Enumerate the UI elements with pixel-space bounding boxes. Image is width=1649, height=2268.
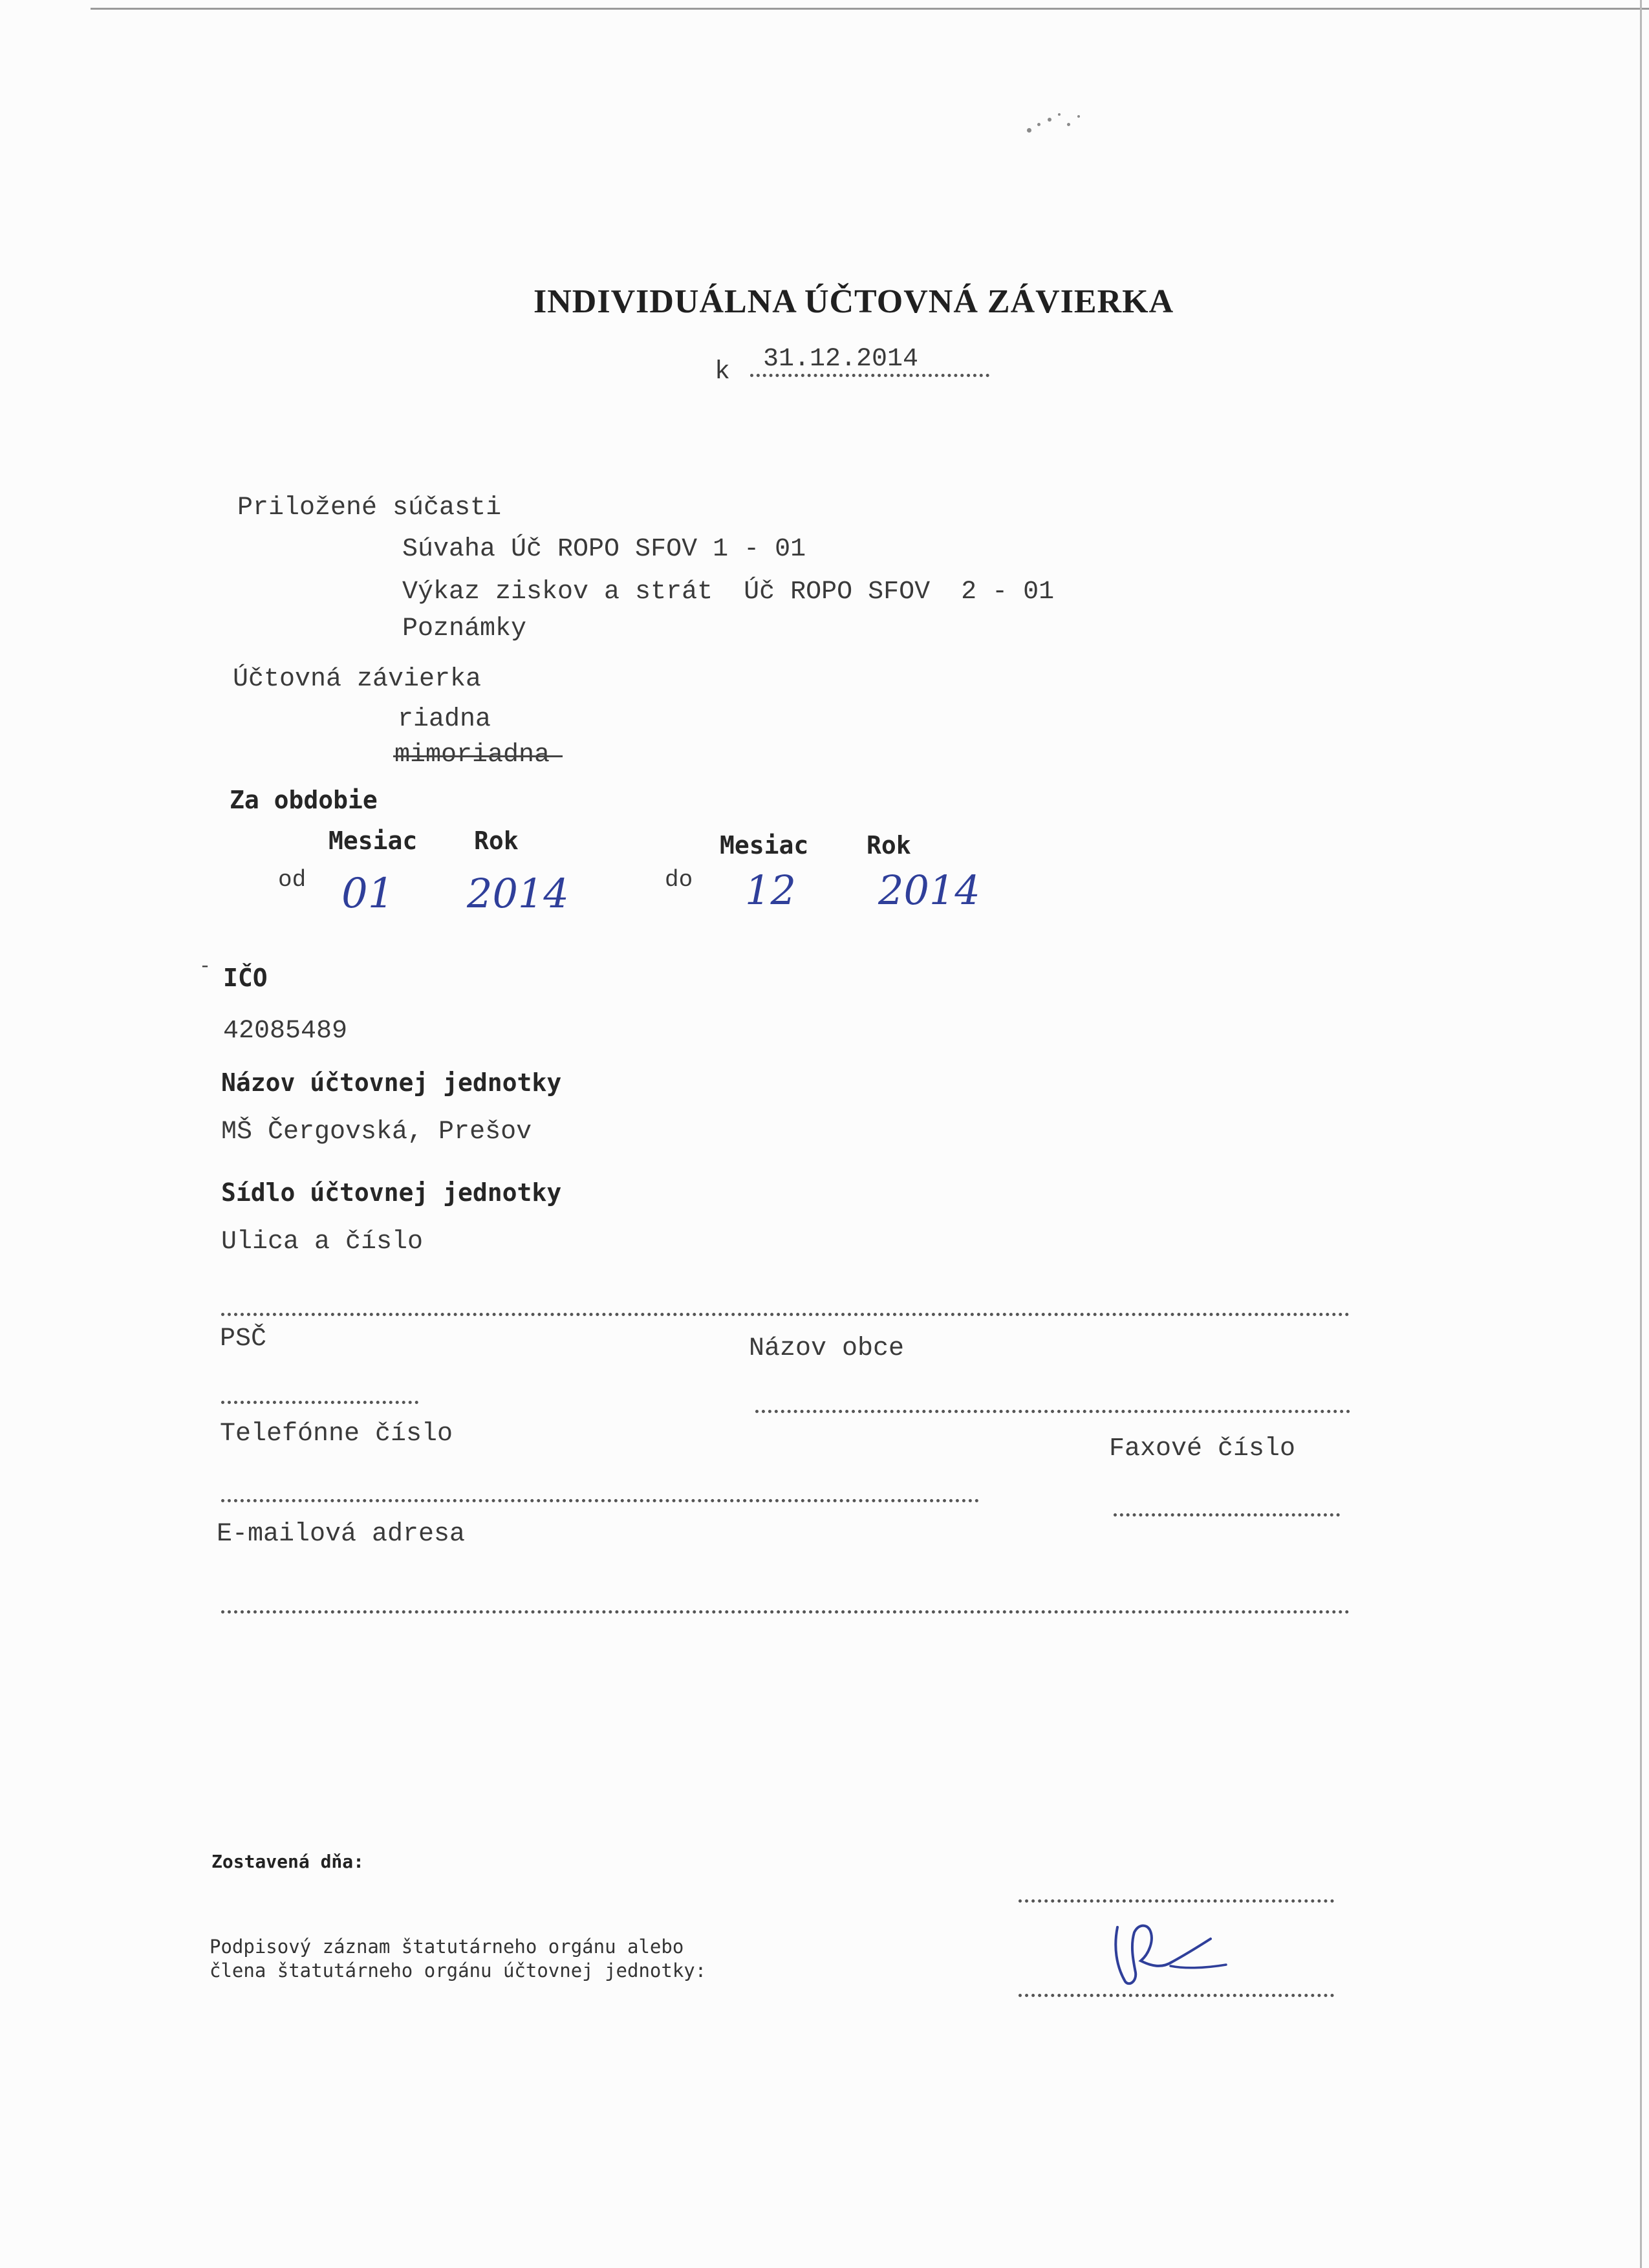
entity-name-value: MŠ Čergovská, Prešov <box>221 1118 532 1147</box>
scan-speck <box>1067 123 1070 126</box>
compiled-date-label: Zostavená dňa: <box>211 1851 365 1872</box>
scan-speck <box>1058 113 1061 116</box>
entity-name-label: Názov účtovnej jednotky <box>221 1068 562 1097</box>
email-label: E-mailová adresa <box>217 1520 466 1549</box>
psc-dotted-line[interactable] <box>221 1401 418 1404</box>
from-month-handwritten: 01 <box>341 870 394 918</box>
component-item: Výkaz ziskov a strát Úč ROPO SFOV 2 - 01 <box>402 578 1055 607</box>
from-month-header: Mesiac <box>329 826 418 855</box>
closing-date: 31.12.2014 <box>763 345 919 374</box>
fax-label: Faxové číslo <box>1109 1434 1296 1463</box>
city-label: Názov obce <box>749 1334 905 1363</box>
handwritten-signature <box>1099 1914 1242 1998</box>
scan-speck <box>1048 118 1051 122</box>
email-dotted-line[interactable] <box>221 1610 1350 1614</box>
date-prefix: k <box>715 358 731 387</box>
scan-speck <box>1027 128 1031 133</box>
statement-option-regular: riadna <box>398 705 491 734</box>
margin-tick: - <box>199 956 211 978</box>
date-dotted-line <box>750 374 989 377</box>
to-month-header: Mesiac <box>720 831 809 859</box>
document-title: INDIVIDUÁLNA ÚČTOVNÁ ZÁVIERKA <box>534 283 1174 320</box>
signature-label-line1: Podpisový záznam štatutárneho orgánu alebo <box>210 1936 684 1958</box>
component-item: Poznámky <box>402 614 527 643</box>
statement-label: Účtovná závierka <box>233 665 482 694</box>
period-label: Za obdobie <box>230 786 378 814</box>
phone-label: Telefónne číslo <box>220 1420 453 1449</box>
street-dotted-line[interactable] <box>221 1313 1350 1316</box>
component-item: Súvaha Úč ROPO SFOV 1 - 01 <box>402 535 806 564</box>
scan-speck <box>1037 123 1040 126</box>
city-dotted-line[interactable] <box>755 1410 1350 1413</box>
psc-label: PSČ <box>220 1324 267 1354</box>
scan-top-edge <box>91 8 1649 10</box>
street-label: Ulica a číslo <box>221 1227 424 1257</box>
to-year-header: Rok <box>867 831 911 859</box>
statement-option-extraordinary: mimoriadna <box>394 740 550 770</box>
from-year-header: Rok <box>474 826 519 855</box>
components-label: Priložené súčasti <box>237 493 502 523</box>
fax-dotted-line[interactable] <box>1114 1513 1340 1517</box>
to-month-handwritten: 12 <box>745 867 796 914</box>
compiled-date-dotted-line[interactable] <box>1018 1899 1334 1903</box>
from-year-handwritten: 2014 <box>467 870 569 917</box>
ico-label: IČO <box>223 964 268 992</box>
signature-label-line2: člena štatutárneho orgánu účtovnej jednotky: <box>210 1960 707 1982</box>
strikethrough-line <box>393 755 563 757</box>
scan-speck <box>1077 115 1080 118</box>
to-label: do <box>665 867 693 893</box>
to-year-handwritten: 2014 <box>878 867 980 914</box>
phone-dotted-line[interactable] <box>221 1499 979 1502</box>
from-label: od <box>278 867 307 893</box>
ico-value: 42085489 <box>223 1017 348 1046</box>
scan-right-edge <box>1640 0 1642 2268</box>
entity-seat-label: Sídlo účtovnej jednotky <box>221 1178 562 1207</box>
